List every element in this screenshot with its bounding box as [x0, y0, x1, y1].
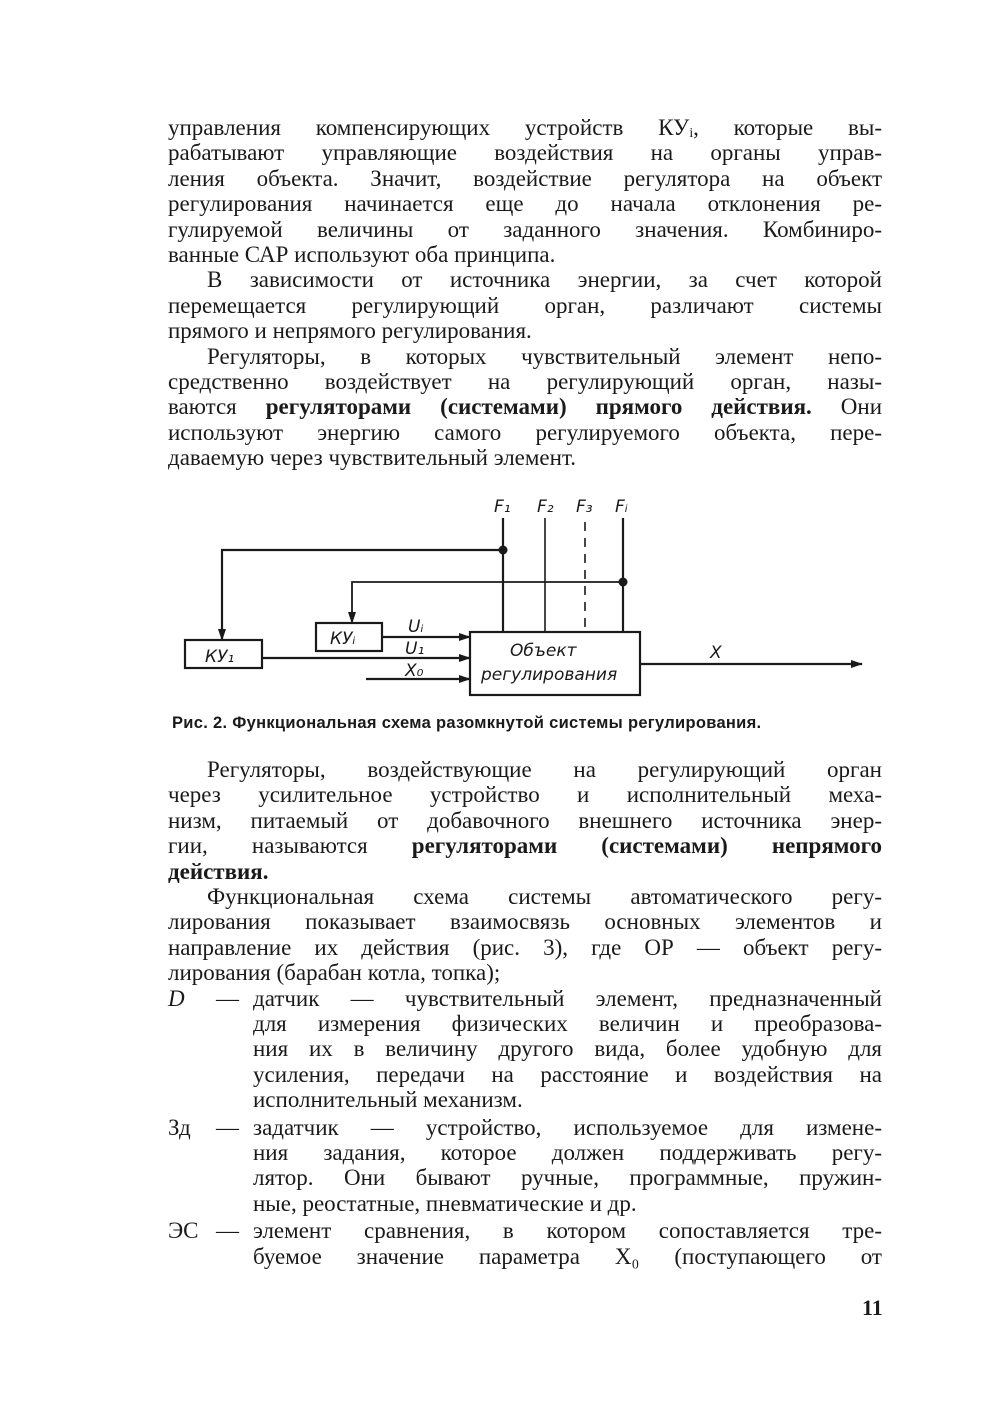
- text-line: [168, 960, 882, 986]
- ku1-label: КУ₁: [205, 647, 235, 667]
- text-line: [207, 757, 882, 783]
- definition-dash: —: [216, 1114, 239, 1140]
- ui-label: Uᵢ: [408, 617, 424, 637]
- figure-caption: Рис. 2. Функциональная схема разомкнутой системы регулирования.: [172, 714, 762, 732]
- line-text: даваемую через чувствительный элемент.: [168, 445, 577, 471]
- line-text: Они: [811, 394, 882, 420]
- definition-term: Зд: [168, 1114, 191, 1140]
- bold-term: действия.: [168, 858, 269, 884]
- text-line: [168, 782, 882, 808]
- line-text: Регуляторы, в которых чувствительный элемент непо-: [207, 343, 882, 369]
- line-text: направление их действия (рис. 3), где ОР — объект регу-: [168, 934, 882, 960]
- line-text: низм, питаемый от добавочного внешнего источника энер-: [168, 807, 882, 833]
- u1-label: U₁: [405, 639, 425, 659]
- line-text: ванные САР используют оба принципа.: [168, 242, 556, 267]
- line-text: ления объекта. Значит, воздействие регулятора на объект: [168, 165, 882, 191]
- definition-dash: —: [216, 1218, 239, 1244]
- definition-line: лятор. Они бывают ручные, программные, пружин-: [253, 1165, 882, 1191]
- line-text: прямого и непрямого регулирования.: [168, 318, 532, 344]
- line-text: используют энергию самого регулируемого объекта, пере-: [168, 419, 882, 445]
- line-text: ваются: [168, 394, 266, 420]
- line-text: лирования показывает взаимосвязь основных элементов и: [168, 909, 882, 935]
- junction-f1: [499, 546, 508, 555]
- text-line: [168, 833, 882, 859]
- definition-line: элемент сравнения, в котором сопоставляется тре-: [253, 1218, 882, 1244]
- definition-term: D: [168, 985, 185, 1011]
- line-text: через усилительное устройство и исполнительный меха-: [168, 782, 882, 808]
- text-line: [168, 808, 882, 834]
- line-text: лирования (барабан котла, топка);: [168, 960, 501, 986]
- bold-term: регуляторами (системами) непрямого: [411, 833, 882, 859]
- line-text: Регуляторы, воздействующие на регулирующий орган: [207, 757, 882, 782]
- line-text: гии, называются: [168, 833, 412, 859]
- text-line: [168, 859, 882, 885]
- definition-line: усиления, передачи на расстояние и воздействия на: [253, 1061, 882, 1087]
- line-text: Функциональная схема системы автоматического регу-: [207, 884, 882, 909]
- feedforward-ku1: [222, 550, 503, 640]
- definition-line: датчик — чувствительный элемент, предназначенный: [253, 985, 882, 1011]
- definition-line: буемое значение параметра X₀ (поступающего от: [253, 1243, 882, 1269]
- line-text: гулируемой величины от заданного значения. Комбиниро-: [168, 216, 882, 242]
- line-text: В зависимости от источника энергии, за счет которой: [207, 267, 882, 293]
- text-line: [168, 935, 882, 961]
- page-number: 11: [862, 1295, 883, 1320]
- kui-label: КУᵢ: [330, 629, 356, 649]
- definition-line: задатчик — устройство, используемое для измене-: [253, 1114, 882, 1140]
- line-text: рабатывают управляющие воздействия на органы управ-: [168, 140, 882, 166]
- x0-label: X₀: [405, 661, 424, 681]
- line-text: регулирования начинается еще до начала отклонения ре-: [168, 191, 882, 217]
- object-label-1: Объект: [510, 641, 577, 661]
- x-label: X: [710, 643, 722, 663]
- junction-fi: [619, 578, 628, 587]
- line-text: перемещается регулирующий орган, различают системы: [168, 292, 882, 318]
- definition-line: исполнительный механизм.: [253, 1087, 523, 1113]
- definition-line: для измерения физических величин и преобразова-: [253, 1011, 882, 1036]
- text-line: [168, 909, 882, 935]
- f1-label: F₁: [494, 497, 511, 517]
- definition-dash: —: [216, 985, 239, 1011]
- text-line: [207, 884, 882, 910]
- f3-label: F₃: [576, 497, 593, 517]
- definition-line: ния задания, которое должен поддерживать регу-: [253, 1140, 882, 1165]
- definition-line: ния их в величину другого вида, более удобную для: [253, 1036, 882, 1062]
- bold-term: регуляторами (системами) прямого действия.: [265, 394, 812, 420]
- feedforward-kui: [352, 582, 623, 623]
- line-text: управления компенсирующих устройств КУᵢ, которые вы-: [168, 115, 882, 140]
- definition-line: ные, реостатные, пневматические и др.: [253, 1190, 637, 1216]
- line-text: средственно воздействует на регулирующий орган, назы-: [168, 369, 882, 394]
- f2-label: F₂: [537, 497, 554, 517]
- object-label-2: регулирования: [481, 665, 618, 685]
- definition-term: ЭС: [168, 1218, 199, 1244]
- fi-label: Fᵢ: [615, 497, 628, 517]
